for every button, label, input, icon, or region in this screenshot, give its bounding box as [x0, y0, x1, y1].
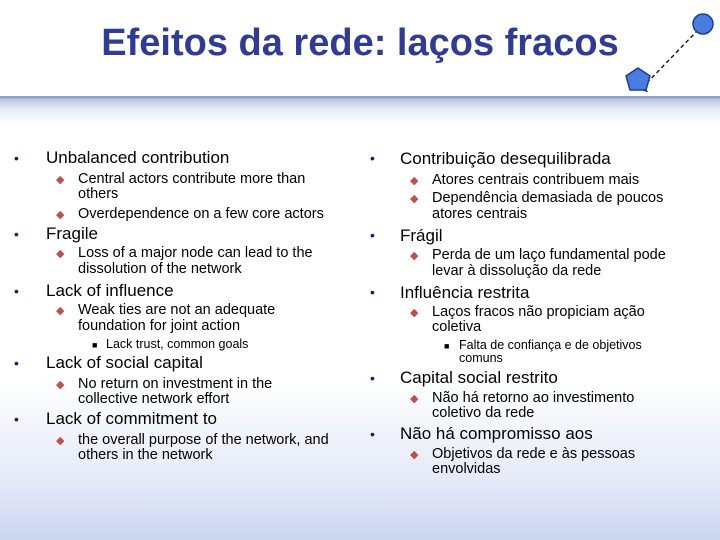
left-item-fragile: Fragile [46, 224, 98, 243]
diamond-bullet-icon: ◆ [410, 193, 419, 205]
bullet-icon: • [14, 283, 19, 299]
right-sub-retorno: Não há retorno ao investimento [432, 390, 635, 406]
diamond-bullet-icon: ◆ [410, 250, 419, 262]
bullet-icon: • [370, 150, 375, 166]
left-item-influence: Lack of influence [46, 281, 174, 300]
slide-title: Efeitos da rede: laços fracos [101, 22, 619, 64]
bullet-icon: • [370, 284, 375, 300]
left-sub-return-cont: collective network effort [78, 391, 230, 407]
left-sub-overdep: Overdependence on a few core actors [78, 206, 324, 222]
left-sub-loss: Loss of a major node can lead to the [78, 245, 313, 261]
left-sub-purpose: the overall purpose of the network, and [78, 432, 329, 448]
network-logo-icon [618, 8, 718, 104]
right-item-capital: Capital social restrito [400, 368, 558, 387]
right-sub-perda: Perda de um laço fundamental pode [432, 247, 666, 263]
bullet-icon: • [14, 150, 19, 166]
left-sub-purpose-cont: others in the network [78, 447, 213, 463]
right-sub-objetivos-cont: envolvidas [432, 461, 501, 477]
diamond-bullet-icon: ◆ [56, 248, 65, 260]
right-item-fragil: Frágil [400, 226, 443, 245]
right-item-influencia: Influência restrita [400, 283, 530, 302]
diamond-bullet-icon: ◆ [56, 379, 65, 391]
diamond-bullet-icon: ◆ [56, 209, 65, 221]
left-sub-central-cont: others [78, 186, 119, 202]
bullet-icon: • [14, 226, 19, 242]
right-item-compromisso: Não há compromisso aos [400, 424, 593, 443]
right-sub-perda-cont: levar à dissolução da rede [432, 263, 602, 279]
right-sub-falta: Falta de confiança e de objetivos [459, 338, 642, 352]
right-sub-depend: Dependência demasiada de poucos [432, 190, 664, 206]
square-bullet-icon: ■ [92, 340, 98, 350]
title-rule [0, 98, 720, 124]
bullet-icon: • [370, 426, 375, 442]
diamond-bullet-icon: ◆ [56, 174, 65, 186]
left-sub-return: No return on investment in the [78, 376, 273, 392]
diamond-bullet-icon: ◆ [56, 305, 65, 317]
left-sub-weak: Weak ties are not an adequate [78, 302, 276, 318]
diamond-bullet-icon: ◆ [410, 449, 419, 461]
right-sub-lacos-cont: coletiva [432, 319, 482, 335]
diamond-bullet-icon: ◆ [410, 307, 419, 319]
bullet-icon: • [14, 355, 19, 371]
right-sub-lacos: Laços fracos não propiciam ação [432, 304, 645, 320]
square-bullet-icon: ■ [444, 341, 450, 351]
right-sub-depend-cont: atores centrais [432, 206, 528, 222]
left-sub-weak-cont: foundation for joint action [78, 318, 241, 334]
diamond-bullet-icon: ◆ [410, 393, 419, 405]
left-item-social: Lack of social capital [46, 353, 203, 372]
right-sub-objetivos: Objetivos da rede e às pessoas [432, 446, 636, 462]
left-item-unbalanced: Unbalanced contribution [46, 148, 230, 167]
left-sub-central: Central actors contribute more than [78, 171, 306, 187]
diamond-bullet-icon: ◆ [410, 175, 419, 187]
diamond-bullet-icon: ◆ [56, 435, 65, 447]
left-item-commit: Lack of commitment to [46, 409, 218, 428]
bullet-icon: • [370, 370, 375, 386]
right-sub-retorno-cont: coletivo da rede [432, 405, 535, 421]
right-sub-atores: Atores centrais contribuem mais [432, 172, 640, 188]
right-item-contrib: Contribuição desequilibrada [400, 149, 611, 168]
right-sub-falta-cont: comuns [459, 351, 503, 365]
left-sub-trust: Lack trust, common goals [106, 337, 249, 351]
left-sub-loss-cont: dissolution of the network [78, 261, 242, 277]
bullet-icon: • [370, 227, 375, 243]
bullet-icon: • [14, 411, 19, 427]
